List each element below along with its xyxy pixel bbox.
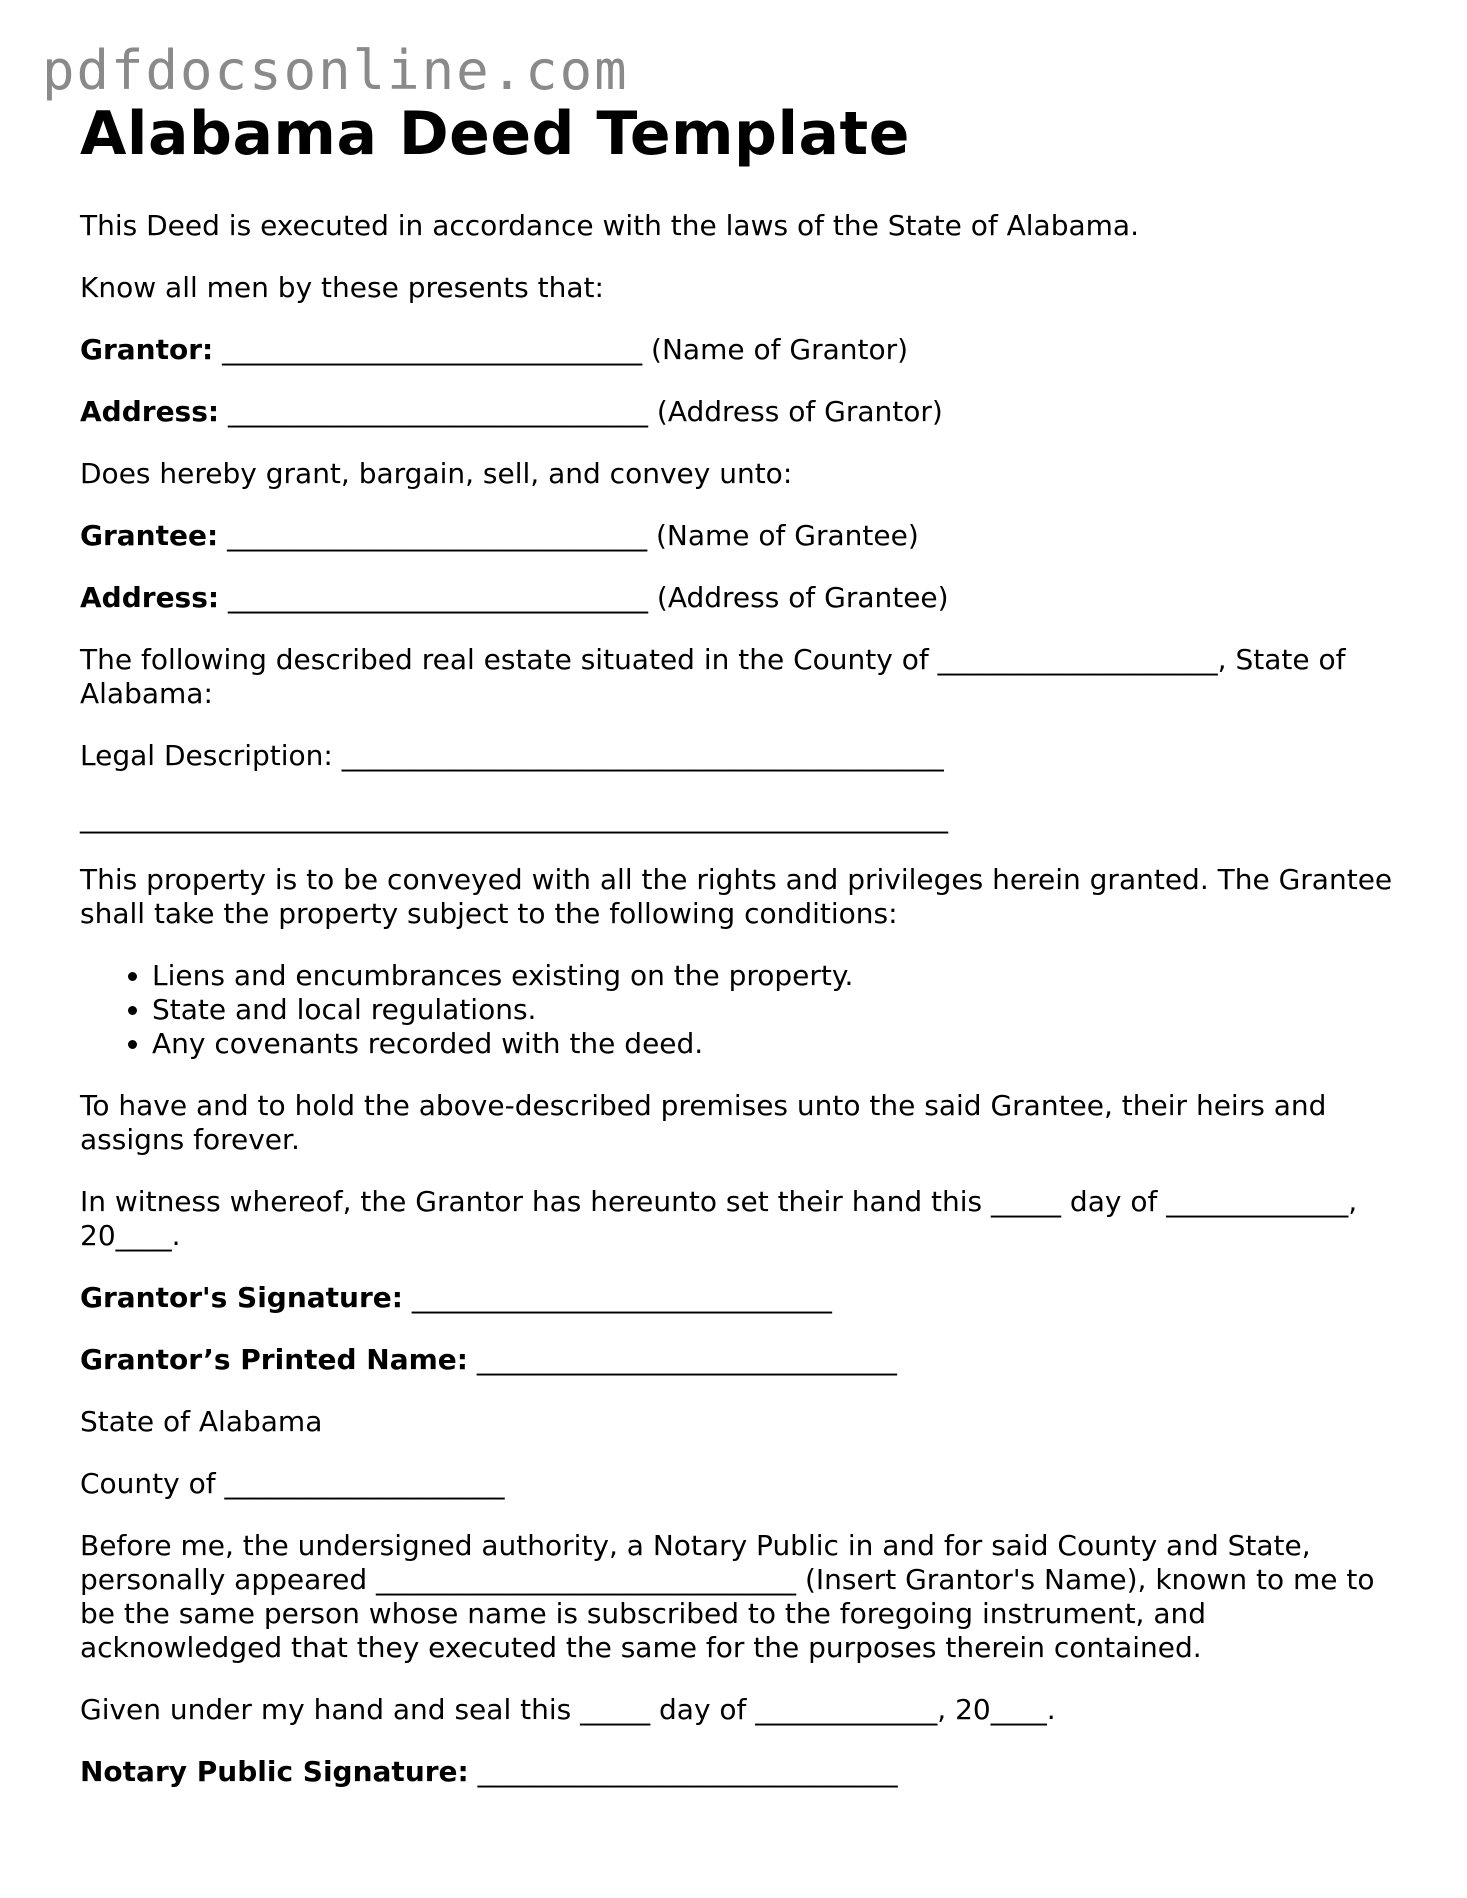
list-item: • Any covenants recorded with the deed. [152,1027,1400,1061]
legal-description-line: ______________________________________________________________ [80,801,948,834]
grantor-label: Grantor: [80,333,214,366]
grantor-blank: ______________________________ (Name of Grantor) [213,333,909,366]
notary-acknowledgment: Before me, the undersigned authority, a Notary Public in and for said County and State, personally appeared ______________________________ (Insert Grantor's Name), known to me to be the same person whose name is subscribed to the foregoing instrument, and acknowledged that they executed the same for the purposes therein contained. [80,1529,1375,1664]
grantor-signature-label: Grantor's Signature: [80,1281,403,1314]
notary-signature-label: Notary Public Signature: [80,1755,469,1788]
grantor-signature-line [80,1281,1400,1315]
grantee-label: Grantee: [80,519,219,552]
given-under-text: Given under my hand and seal this _____ day of _____________, 20____. [80,1693,1056,1726]
state-text: State of Alabama [80,1405,323,1438]
grantee-line [80,519,1400,553]
grantee-blank: ______________________________ (Name of Grantee) [218,519,919,552]
grantor-printed-name-line [80,1343,1400,1377]
grantor-printed-name-blank: ______________________________ [468,1343,897,1376]
notary-signature-blank: ______________________________ [468,1755,898,1788]
grantor-address-label: Address: [80,395,220,428]
grantor-address-blank: ______________________________ (Address of Grantor) [219,395,943,428]
list-item: • Liens and encumbrances existing on the property. [152,959,1400,993]
grantee-address-blank: ______________________________ (Address of Grantee) [219,581,949,614]
list-item: • State and local regulations. [152,993,1400,1027]
page-title: Alabama Deed Template [80,99,910,169]
witness-text: In witness whereof, the Grantor has hereunto set their hand this _____ day of _____________, 20____. [80,1185,1358,1252]
deed-document [80,100,1400,1789]
county-of-text: County of ____________________ [80,1467,505,1500]
legal-description: Legal Description: ___________________________________________ [80,739,944,772]
conditions-intro: This property is to be conveyed with all the rights and privileges herein granted. The Grantee shall take the property subject to the following conditions: [80,863,1393,930]
notary-signature-line [80,1755,1400,1789]
grantee-address-label: Address: [80,581,220,614]
grantor-line [80,333,1400,367]
know-all-text: Know all men by these presents that: [80,271,604,304]
county-text: The following described real estate situated in the County of ____________________, State of Alabama: [80,643,1346,710]
grantor-signature-blank: ______________________________ [402,1281,832,1314]
watermark: pdfdocsonline.com [42,39,629,102]
intro-text: This Deed is executed in accordance with the laws of the State of Alabama. [80,209,1139,242]
grantee-address-line [80,581,1400,615]
habendum-text: To have and to hold the above-described premises unto the said Grantee, their heirs and assigns forever. [80,1089,1327,1156]
grantor-address-line [80,395,1400,429]
grantor-printed-name-label: Grantor’s Printed Name: [80,1343,468,1376]
conditions-list [80,959,1400,1061]
convey-text: Does hereby grant, bargain, sell, and convey unto: [80,457,793,490]
